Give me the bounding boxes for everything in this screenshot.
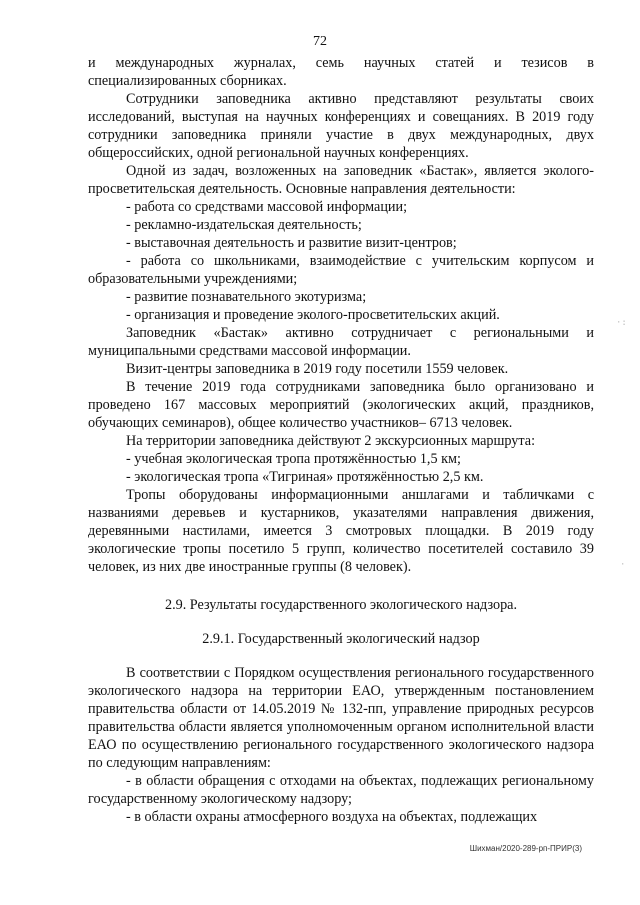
paragraph-supervision-order: В соответствии с Порядком осуществления регионального государственного экологического надзора на территории ЕАО, утвержденным постановлением правительства области от 14.05.2019 № 132-пп, управление природных ресурсов правительства области является уполномоченным органом исполнительной власти ЕАО по осуществлению регионального государственного экологического надзора по следующим направлениям:: [88, 665, 594, 771]
list-item: - в области охраны атмосферного воздуха на объектах, подлежащих: [126, 809, 538, 825]
subsection-heading: 2.9.1. Государственный экологический надзор: [202, 631, 480, 647]
paragraph-educational-activity: Одной из задач, возложенных на заповедник «Бастак», является эколого-просветительская деятельность. Основные направления деятельности:: [88, 163, 594, 197]
list-item: - выставочная деятельность и развитие визит-центров;: [126, 235, 457, 251]
list-item: - развитие познавательного экотуризма;: [126, 289, 367, 305]
footer-document-code: Шихман/2020-289-рп-ПРИР(3): [469, 844, 582, 853]
paragraph-routes-intro: На территории заповедника действуют 2 экскурсионных маршрута:: [126, 433, 536, 449]
paragraph-research-presentations: Сотрудники заповедника активно представляют результаты своих исследований, выступая на научных конференциях и совещаниях. В 2019 году сотрудники заповедника приняли участие в двух международных, двух общероссийских, одной региональной научных конференциях.: [88, 91, 594, 161]
paragraph-trails: Тропы оборудованы информационными аншлагами и табличками с названиями деревьев и кустарников, указателями направления движения, деревянными настилами, имеется 3 смотровых площадки. В 2019 году экологические тропы посетило 5 групп, количество посетителей составило 39 человек, из них две иностранные группы (8 человек).: [88, 487, 594, 575]
list-item: - работа со средствами массовой информации;: [126, 199, 408, 215]
list-item: - работа со школьниками, взаимодействие с учительским корпусом и образовательными учреждениями;: [88, 253, 594, 287]
list-item: - экологическая тропа «Тигриная» протяжённостью 2,5 км.: [126, 469, 484, 485]
scan-speck: ·: [620, 560, 626, 570]
list-item: - рекламно-издательская деятельность;: [126, 217, 362, 233]
section-heading: 2.9. Результаты государственного экологического надзора.: [164, 597, 518, 613]
paragraph-continuation: и международных журналах, семь научных статей и тезисов в специализированных сборниках.: [88, 55, 594, 89]
document-body: [88, 54, 594, 826]
scan-speck: ·:: [616, 318, 627, 328]
paragraph-media-cooperation: Заповедник «Бастак» активно сотрудничает с региональными и муниципальными средствами массовой информации.: [88, 325, 594, 359]
paragraph-mass-events: В течение 2019 года сотрудниками заповедника было организовано и проведено 167 массовых мероприятий (экологических акций, праздников, обучающих семинаров), общее количество участников– 6713 человек.: [88, 379, 594, 431]
page-number: 72: [313, 34, 327, 49]
list-item: - организация и проведение эколого-просветительских акций.: [126, 307, 500, 323]
paragraph-visitor-centers: Визит-центры заповедника в 2019 году посетили 1559 человек.: [126, 361, 509, 377]
list-item: - в области обращения с отходами на объектах, подлежащих региональному государственному экологическому надзору;: [88, 773, 594, 807]
list-item: - учебная экологическая тропа протяжённостью 1,5 км;: [126, 451, 461, 467]
